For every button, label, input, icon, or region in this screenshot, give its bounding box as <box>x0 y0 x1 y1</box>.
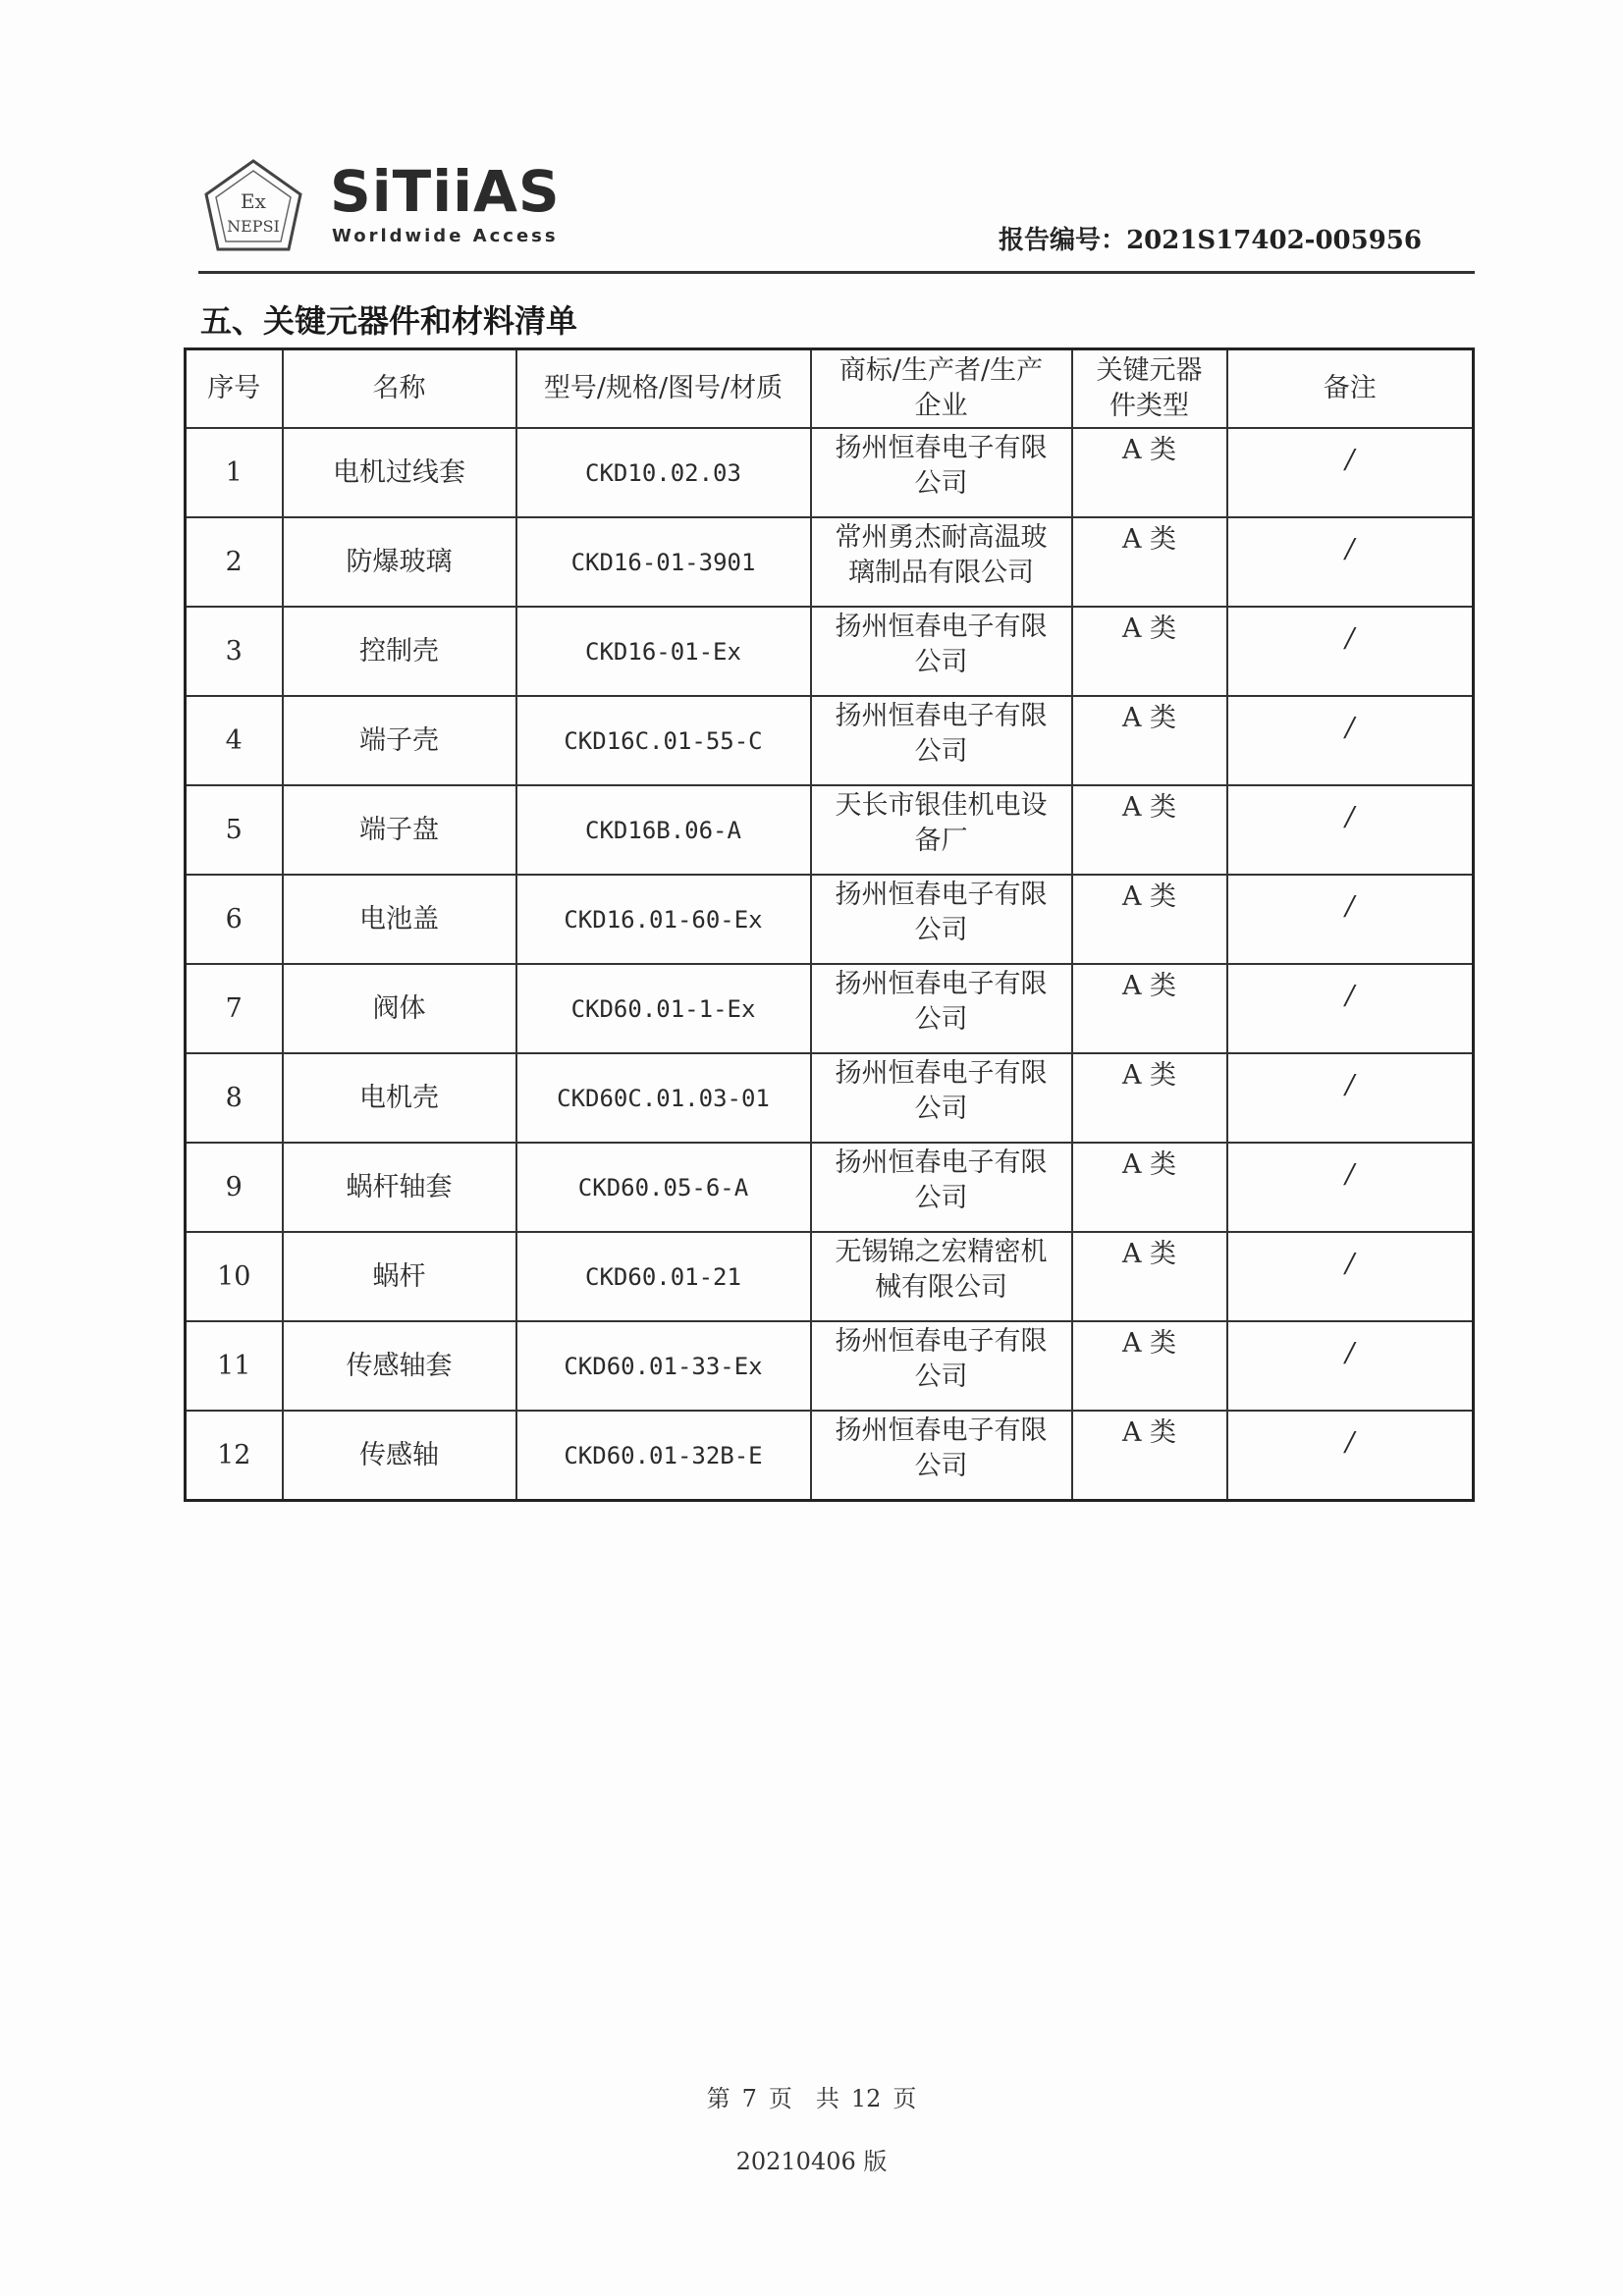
page-mid: 页 共 <box>768 2085 839 2112</box>
version-label: 20210406 版 <box>735 2148 888 2175</box>
cell-maker-line2: 公司 <box>914 1183 968 1213</box>
cell-maker-line1: 扬州恒春电子有限 <box>835 1058 1048 1089</box>
cell-no: 2 <box>186 517 283 607</box>
cell-model: CKD16-01-Ex <box>516 607 811 696</box>
cell-maker-line1: 无锡锦之宏精密机 <box>835 1237 1048 1267</box>
header-divider <box>198 271 1475 274</box>
cell-model: CKD60C.01.03-01 <box>516 1053 811 1143</box>
cell-name: 端子壳 <box>283 696 516 785</box>
table-row <box>186 517 1474 607</box>
cell-note: / <box>1227 428 1474 517</box>
table-header-row <box>186 349 1474 429</box>
cell-maker-line1: 扬州恒春电子有限 <box>835 1415 1048 1446</box>
cell-maker-line1: 扬州恒春电子有限 <box>835 1148 1048 1178</box>
cell-maker-line2: 备厂 <box>914 826 968 856</box>
cell-no: 1 <box>186 428 283 517</box>
cell-type: A 类 <box>1072 1053 1227 1143</box>
cell-no: 5 <box>186 785 283 875</box>
cell-name: 防爆玻璃 <box>283 517 516 607</box>
cell-name: 传感轴 <box>283 1411 516 1501</box>
brand-tagline: Worldwide Access <box>332 226 559 246</box>
cell-type: A 类 <box>1072 428 1227 517</box>
cell-name: 传感轴套 <box>283 1321 516 1411</box>
cell-maker-line2: 公司 <box>914 736 968 767</box>
cell-maker <box>811 428 1072 517</box>
cell-type: A 类 <box>1072 1143 1227 1232</box>
page-suffix: 页 <box>893 2085 917 2112</box>
page-prefix: 第 <box>706 2085 730 2112</box>
cell-model: CKD16B.06-A <box>516 785 811 875</box>
cell-name: 控制壳 <box>283 607 516 696</box>
cell-note: / <box>1227 1143 1474 1232</box>
cell-maker <box>811 964 1072 1053</box>
cell-maker <box>811 517 1072 607</box>
cell-note: / <box>1227 1232 1474 1321</box>
cell-maker-line1: 常州勇杰耐高温玻 <box>835 522 1048 553</box>
cell-maker-line2: 璃制品有限公司 <box>848 558 1034 588</box>
cell-name: 电机过线套 <box>283 428 516 517</box>
cell-maker <box>811 1053 1072 1143</box>
header-name: 名称 <box>283 349 516 429</box>
cell-maker-line2: 械有限公司 <box>875 1272 1007 1303</box>
cell-no: 12 <box>186 1411 283 1501</box>
cell-maker-line1: 天长市银佳机电设 <box>835 790 1048 821</box>
cell-maker-line2: 公司 <box>914 1362 968 1392</box>
cell-type: A 类 <box>1072 1321 1227 1411</box>
header-logo <box>198 157 591 255</box>
cell-name: 阀体 <box>283 964 516 1053</box>
cell-no: 10 <box>186 1232 283 1321</box>
cell-maker-line1: 扬州恒春电子有限 <box>835 969 1048 999</box>
cell-maker <box>811 1232 1072 1321</box>
cell-maker-line1: 扬州恒春电子有限 <box>835 433 1048 463</box>
cell-name: 端子盘 <box>283 785 516 875</box>
cell-maker <box>811 875 1072 964</box>
cell-maker <box>811 1411 1072 1501</box>
table-row <box>186 428 1474 517</box>
cell-name: 蜗杆 <box>283 1232 516 1321</box>
cell-no: 4 <box>186 696 283 785</box>
cell-maker <box>811 1321 1072 1411</box>
cell-name: 电机壳 <box>283 1053 516 1143</box>
cell-note: / <box>1227 607 1474 696</box>
cell-maker-line2: 公司 <box>914 1451 968 1481</box>
page-counter <box>0 2079 1623 2113</box>
report-number <box>999 220 1422 256</box>
table-row <box>186 1143 1474 1232</box>
cell-no: 11 <box>186 1321 283 1411</box>
cell-type: A 类 <box>1072 964 1227 1053</box>
cell-model: CKD60.05-6-A <box>516 1143 811 1232</box>
cell-model: CKD60.01-21 <box>516 1232 811 1321</box>
cell-maker-line1: 扬州恒春电子有限 <box>835 1326 1048 1357</box>
table-row <box>186 1321 1474 1411</box>
cell-maker-line1: 扬州恒春电子有限 <box>835 701 1048 731</box>
cell-type: A 类 <box>1072 517 1227 607</box>
cell-no: 8 <box>186 1053 283 1143</box>
cell-maker <box>811 785 1072 875</box>
cell-type: A 类 <box>1072 1411 1227 1501</box>
svg-text:NEPSI: NEPSI <box>227 217 280 236</box>
report-number-label: 报告编号： <box>999 226 1127 255</box>
cell-model: CKD60.01-32B-E <box>516 1411 811 1501</box>
cell-model: CKD60.01-33-Ex <box>516 1321 811 1411</box>
cell-no: 6 <box>186 875 283 964</box>
brand-name: SiTiiAS <box>330 158 561 225</box>
header-maker-line1: 商标/生产者/生产 <box>839 355 1044 386</box>
header-type-line2: 件类型 <box>1109 391 1189 421</box>
cell-model: CKD16-01-3901 <box>516 517 811 607</box>
cell-maker-line2: 公司 <box>914 647 968 677</box>
page-current: 7 <box>741 2085 757 2112</box>
cell-type: A 类 <box>1072 1232 1227 1321</box>
section-title: 五、关键元器件和材料清单 <box>200 302 578 340</box>
cell-maker-line1: 扬州恒春电子有限 <box>835 612 1048 642</box>
table-row <box>186 875 1474 964</box>
header-no: 序号 <box>186 349 283 429</box>
cell-note: / <box>1227 696 1474 785</box>
cell-maker-line2: 公司 <box>914 1094 968 1124</box>
cell-note: / <box>1227 964 1474 1053</box>
cell-note: / <box>1227 1321 1474 1411</box>
table-row <box>186 1232 1474 1321</box>
page-total: 12 <box>850 2085 882 2112</box>
components-table <box>184 347 1475 1502</box>
report-number-value: 2021S17402-005956 <box>1126 226 1422 255</box>
cell-note: / <box>1227 517 1474 607</box>
header-type-line1: 关键元器 <box>1096 355 1203 386</box>
cell-model: CKD10.02.03 <box>516 428 811 517</box>
cell-note: / <box>1227 785 1474 875</box>
header-model: 型号/规格/图号/材质 <box>516 349 811 429</box>
cell-type: A 类 <box>1072 696 1227 785</box>
cell-maker <box>811 1143 1072 1232</box>
cell-maker-line2: 公司 <box>914 915 968 945</box>
cell-name: 蜗杆轴套 <box>283 1143 516 1232</box>
table-row <box>186 607 1474 696</box>
cell-note: / <box>1227 875 1474 964</box>
cell-type: A 类 <box>1072 785 1227 875</box>
header-maker <box>811 349 1072 429</box>
cell-maker-line1: 扬州恒春电子有限 <box>835 880 1048 910</box>
cell-maker <box>811 696 1072 785</box>
table-row <box>186 1411 1474 1501</box>
table-body <box>186 428 1474 1501</box>
cell-type: A 类 <box>1072 875 1227 964</box>
table-row <box>186 964 1474 1053</box>
cell-model: CKD16C.01-55-C <box>516 696 811 785</box>
cell-model: CKD60.01-1-Ex <box>516 964 811 1053</box>
cell-maker <box>811 607 1072 696</box>
table-row <box>186 785 1474 875</box>
ex-nepsi-icon <box>198 157 308 255</box>
cell-no: 9 <box>186 1143 283 1232</box>
cell-note: / <box>1227 1411 1474 1501</box>
cell-model: CKD16.01-60-Ex <box>516 875 811 964</box>
table-row <box>186 1053 1474 1143</box>
header-maker-line2: 企业 <box>914 391 968 421</box>
cell-maker-line2: 公司 <box>914 1004 968 1035</box>
cell-no: 7 <box>186 964 283 1053</box>
cell-note: / <box>1227 1053 1474 1143</box>
cell-name: 电池盖 <box>283 875 516 964</box>
svg-text:Ex: Ex <box>241 189 266 213</box>
cell-type: A 类 <box>1072 607 1227 696</box>
header-type <box>1072 349 1227 429</box>
header-note: 备注 <box>1227 349 1474 429</box>
cell-no: 3 <box>186 607 283 696</box>
table-row <box>186 696 1474 785</box>
cell-maker-line2: 公司 <box>914 468 968 499</box>
